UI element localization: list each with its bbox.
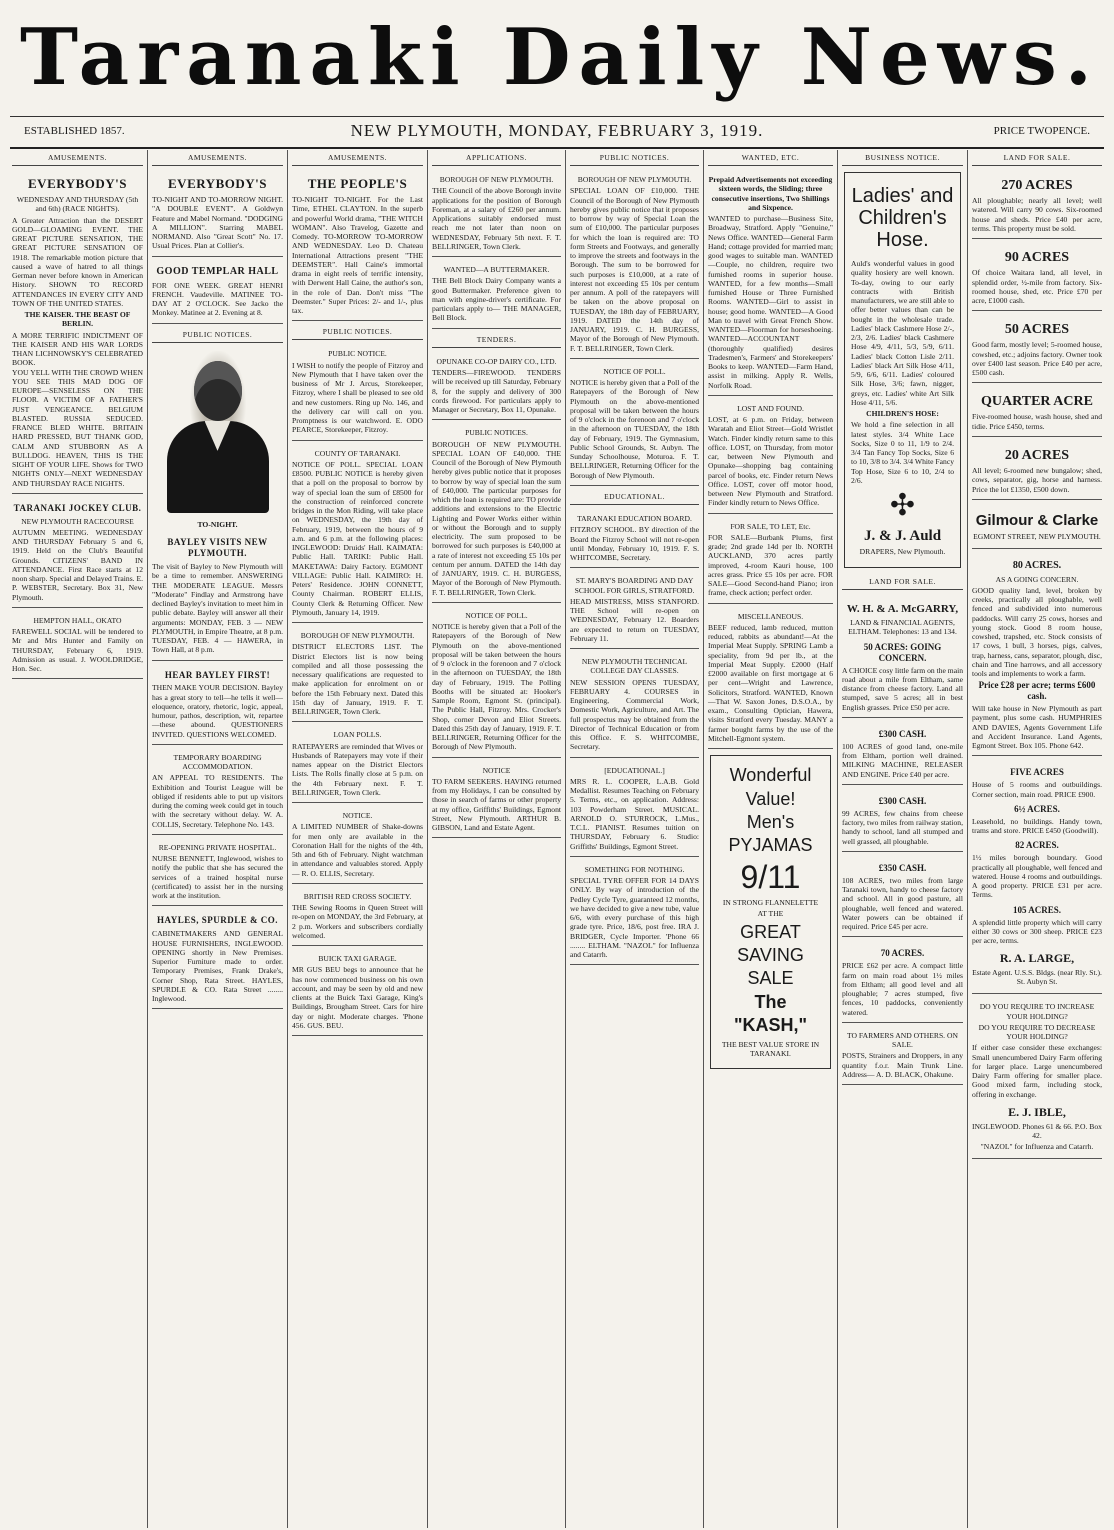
ad-title: BOROUGH OF NEW PLYMOUTH.	[300, 631, 415, 641]
advertisement	[152, 260, 283, 324]
advertisement	[972, 314, 1102, 383]
column-4	[428, 150, 566, 1528]
pyjamas-advertisement	[710, 755, 831, 1069]
ad-body: The visit of Bayley to New Plymouth will be a time to remember. ANSWERING THE MODERATE LEAGUE. Messrs "Moderate" Findlay and Armstrong have declined Bayley's invitation to meet him in public debate. Bayley will answer all their arguments: MONDAY, FEB. 3 — NEW PLYMOUTH, in Empire Theatre, at 8 p.m. TUESDAY, FEB. 4 — HAWERA, in Town Hall, at 8 p.m.	[152, 562, 283, 655]
ad-title: THE PEOPLE'S	[307, 176, 408, 192]
ad-line: IN STRONG FLANNELETTE	[722, 898, 819, 908]
listing-heading: £300 CASH.	[878, 728, 927, 739]
ad-body: POSTS, Strainers and Droppers, in any quantity f.o.r. Main Trunk Line. Address— A. D. BLACK, Ohakune.	[842, 1051, 963, 1079]
portrait-engraving	[159, 351, 277, 516]
store-name: The "KASH,"	[733, 991, 808, 1036]
ad-body: I WISH to notify the people of Fitzroy and New Plymouth that I have taken over the business of Mr J. Arcus, Storekeeper, Fitzroy, where I shall be pleased to see old and new customers. Ring up No. 146, and the delivery car will call on you. Promptness is our watchword. E. ODO PEARCE, Storekeeper, Fitzroy.	[292, 360, 423, 435]
advertisement	[152, 838, 283, 907]
ad-title: TEMPORARY BOARDING ACCOMMODATION.	[173, 752, 262, 772]
advertisement	[570, 509, 699, 568]
ad-title: WANTED—A BUTTERMAKER.	[443, 265, 550, 275]
ad-title: DO YOU REQUIRE TO INCREASE YOUR HOLDING?	[979, 1002, 1095, 1021]
ad-body: TO-NIGHT TO-NIGHT. For the Last Time, ETHEL CLAYTON. In the superb and powerful World drama, "THE WITCH WOMAN". Also Travelog, Gazette and Comedy. TO-MORROW TO-MORROW AND WEDNESDAY. Leo D. Chateau International Attractions present "THE DEEMSTER". Hall Caine's immortal drama in eight reels of terrific intensity, with Derwent Hall Caine, the author's son, in the role of Dan. Don't miss "The Deemster." Super Prices: 2/- and 1/-, plus tax.	[292, 195, 423, 315]
ad-body: NURSE BENNETT, Inglewood, wishes to notify the public that she has secured the services of a trained hospital nurse (certificated) to assist her in the nursing work at the institution.	[152, 854, 283, 901]
advertisement	[570, 860, 699, 966]
ad-line: GREAT SAVING SALE	[737, 921, 804, 989]
ad-body: Auld's wonderful values in good quality hosiery are well known. To-day, owing to our early contracts with British manufacturers, we are still able to offer better values than can be bought in the wholesale trade. Ladies' black Cashmere Hose 2/-, 2/3, 2/6. Ladies' black Cashmere Hose 4/9, 4/11, 5/3, 5/9, 6/11. Ladies' black Cotton Lisle 2/11. Ladies' black Art Silk Hose 4/11, 5/9, 6/6, 6/11. Ladies' coloured Silk Hose, 3/6; fawn, nigger, greys, etc. Ladies' white Art Silk Hose 4/11, 5/6.	[851, 259, 954, 407]
page-columns	[8, 150, 1106, 1528]
ad-tagline: THE BEST VALUE STORE IN TARANAKI.	[721, 1039, 820, 1058]
advertisement	[708, 607, 833, 750]
ad-title: Ladies' and Children's Hose.	[851, 185, 954, 252]
advertisement	[432, 606, 561, 758]
ad-title: EVERYBODY'S	[28, 176, 127, 192]
ad-feature: THE KAISER. THE BEAST OF BERLIN.	[24, 310, 131, 329]
ad-title: NOTICE OF POLL.	[465, 610, 528, 620]
advertisement	[12, 611, 143, 680]
ad-body: BOROUGH OF NEW PLYMOUTH. SPECIAL LOAN OF £40,000. THE Council of the Borough of New Plymouth hereby gives public notice that it proposes to borrow by way of special loan the sum of £40,000. The particular purposes for which the loan is required are: TO provide additions and extensions to the Electric Lighting and Power Works either within or without the Borough and to supply electricity. The sum proposed to be borrowed for such purposes is £40,000 at a rate of interest not exceeding £5 10s per centum per annum. DATED the 14th day of JANUARY, 1919. C. H. BURGESS, Mayor of the Borough of New Plymouth. F. T. BELLRINGER, Town Clerk.	[432, 439, 561, 597]
column-8	[968, 150, 1106, 1528]
ad-line: AT THE	[757, 909, 784, 919]
listing-heading: 105 ACRES.	[1012, 904, 1061, 915]
advertisement	[432, 260, 561, 329]
ad-body: NOTICE OF POLL. SPECIAL LOAN £8500. PUBLIC NOTICE is hereby given that a poll on the proposal to borrow by way of special loan the sum of £8500 for the construction of reinforced concrete bridges in the Mon Riding, will take place on WEDNESDAY, the 19th day of February, 1919, between the hours of 9 a.m. and 6 p.m. at the following places: INGLEWOOD: Druids' Hall. KAIMATA: Public Hall. TARIKI: Public Hall. MAKETAWA: Dairy Factory. EGMONT VILLAGE: Public Hall. KAIMIRO: H. Peters' Residence. JOHN CONNETT, County Chairman. ROBERT ELLIS, County Clerk & Returning Officer. New Plymouth, January 14, 1919.	[292, 459, 423, 617]
ad-title: LOST AND FOUND.	[737, 403, 804, 413]
firm-address: DRAPERS, New Plymouth.	[859, 547, 946, 557]
ad-body: A Greater Attraction than the DESERT GOLD—GLOAMING EVENT. THE GREAT PICTURE SENSATION, THE GREAT PICTURE SENSATION OF 1918. The remarkable motion picture that caused a wave of hatred to all things German never before known in American History. SHOWN TO RECORD ATTENDANCES IN EVERY CITY AND TOWN OF THE UNITED STATES.	[12, 215, 143, 308]
ad-title: Prepaid Advertisements not exceeding sixteen words, the Sliding; three consecutive insertions, Two Shillings and Sixpence.	[708, 175, 833, 212]
advertisement	[12, 170, 143, 494]
listing-heading: £300 CASH.	[878, 795, 927, 806]
ad-body: FAREWELL SOCIAL will be tendered to Mr and Mrs Hunter and Family on THURSDAY, February 6, 1919. Admission as usual. J. WOOLDRIDGE, Hon. Sec.	[12, 627, 143, 674]
column-heading: LAND FOR SALE.	[972, 150, 1102, 166]
advertisement	[972, 759, 1102, 994]
firm-name: R. A. LARGE,	[999, 951, 1075, 966]
ad-title: SOMETHING FOR NOTHING.	[584, 864, 685, 874]
ad-line: Men's	[746, 811, 795, 832]
ad-body: LOST, at 6 p.m. on Friday, between Waratah and Eliot Street—Gold Wristlet Watch. Finder kindly return same to this office. LOST, on Thursday, from motor car, between New Plymouth and Opunake—shopping bag containing parcel of books, etc. Finder return News Office. LOST, cover off motor hood, between New Plymouth and Stratford. Finder kindly return to News Office.	[708, 415, 833, 508]
column-heading: AMUSEMENTS.	[152, 150, 283, 166]
advertisement	[708, 170, 833, 396]
advertisement	[152, 748, 283, 835]
ad-subtitle: AS A GOING CONCERN.	[995, 574, 1079, 584]
advertisement	[972, 386, 1102, 437]
listing-heading: 82 ACRES.	[1015, 840, 1059, 851]
ad-body: A splendid little property which will carry either 30 cows or 300 sheep. PRICE £23 per acre, terms.	[972, 917, 1102, 946]
portrait-caption: TO-NIGHT.	[197, 519, 238, 529]
ad-title: LOAN POLLS.	[333, 730, 382, 740]
ad-body: DISTRICT ELECTORS LIST. The District Electors list is now being compiled and all those possessing the necessary qualifications are requested to make application for enrolment on or before the 15th February next. Dated this 15th day of January, 1919. F. T. BELLRINGER, Town Clerk.	[292, 642, 423, 717]
advertisement	[972, 503, 1102, 550]
advertisement	[972, 440, 1102, 500]
ad-body: THE Bell Block Dairy Company wants a good Buttermaker. Preference given to man with engine-driver's certificate. For particulars apply to— THE MANAGER, Bell Block.	[432, 276, 561, 323]
column-heading: AMUSEMENTS.	[292, 150, 423, 166]
ad-title: TARANAKI EDUCATION BOARD.	[577, 514, 692, 524]
ad-body: YOU YELL WITH THE CROWD WHEN YOU SEE THIS MAD DOG OF EUROPE—SENSELESS ON THE FLOOR. A VICTIM OF A FATHER'S JUST VENGEANCE. BELGIUM BLASTED. RUSSIA SEDUCED. FRANCE BLED WHITE. BRITAIN HARD PRESSED, BUT THANK GOD, CALM AND STUBBORN AS A BULLDOG. HEAVEN, THIS IS THE SIGHT OF YOUR LIFE. Shows for TWO NIGHTS ONLY—NEXT WEDNESDAY AND THURSDAY RACE NIGHTS.	[12, 367, 143, 488]
section-heading: PUBLIC NOTICES.	[292, 324, 423, 340]
price-text: PRICE TWOPENCE.	[993, 125, 1090, 137]
advertisement	[432, 170, 561, 257]
section-heading: EDUCATIONAL.	[570, 489, 699, 505]
listing-heading: 270 ACRES	[1001, 178, 1073, 194]
advertisement	[292, 344, 423, 440]
ad-body: HEAD MISTRESS, MISS STANFORD. THE School will re-open on WEDNESDAY, February 12. Boarders are expected to return on TUESDAY, February 11.	[570, 596, 699, 643]
ad-title: NOTICE	[482, 765, 511, 775]
advertisement	[842, 788, 963, 852]
ad-body: All ploughable; nearly all level; well watered. Will carry 90 cows. Six-roomed house and sheds. Price £40 per acre, terms. This property must be sold.	[972, 196, 1102, 233]
advertisement	[972, 170, 1102, 239]
advertisement	[708, 399, 833, 514]
ad-title: NOTICE OF POLL.	[603, 366, 666, 376]
listing-heading: £350 CASH.	[878, 862, 927, 873]
ad-body: A MORE TERRIFIC INDICTMENT OF THE KAISER AND HIS WAR LORDS THAN LICHNOWSKY'S CELEBRATED BOOK.	[12, 330, 143, 368]
advertisement	[570, 170, 699, 359]
advertisement	[972, 552, 1102, 756]
column-heading: PUBLIC NOTICES.	[570, 150, 699, 166]
column-heading: AMUSEMENTS.	[12, 150, 143, 166]
advertisement	[292, 626, 423, 722]
dateline-bar	[10, 116, 1104, 149]
firm-address: LAND & FINANCIAL AGENTS, ELTHAM. Telephones: 13 and 134.	[848, 618, 957, 637]
ad-body: BEEF reduced, lamb reduced, mutton reduced, rabbits as abundant!—At the Imperial Meat Supply. SPRING Lamb a speciality, from 9d per lb., at the Imperial Meat Supply. £2000 (Half £2000 available on first mortgage at 6 per cent—Wright and Lawrence, Solicitors, Stratford. WANTED, Known—That W. Saxon Jones, D.S.O.A., by exam., Consulting Optician, Hawera, visits Stratford every Tuesday. MANY a farmer bought farms by the use of the Mitchell-Egmont system.	[708, 622, 833, 743]
ad-body: NOTICE is hereby given that a Poll of the Ratepayers of the Borough of New Plymouth on the above-mentioned proposal will be taken between the hours of 9 o'clock in the forenoon and 7 o'clock in the afternoon on TUESDAY, the 18th day of February, 1919. The Gymnasium, Public School Grounds, St. Aubyn. The Sunday Schoolhouse, Moturoa. F. T. BELLRINGER, Returning Officer for the Borough of New Plymouth.	[570, 378, 699, 480]
advertisement	[570, 571, 699, 649]
ad-body: Five-roomed house, wash house, shed and tidie. Price £450, terms.	[972, 412, 1102, 431]
ad-body: TENDERS—FIREWOOD. TENDERS will be received up till Saturday, February 8, for the supply and delivery of 300 cords firewood. For particulars apply to Manager or Secretary, Box 11, Opunake.	[432, 368, 561, 415]
column-1	[8, 150, 148, 1528]
column-6	[704, 150, 838, 1528]
ad-subtitle: CHILDREN'S HOSE:	[866, 409, 939, 419]
ad-title: BRITISH RED CROSS SOCIETY.	[303, 891, 412, 901]
advertisement	[842, 855, 963, 937]
ad-body: House of 5 rooms and outbuildings. Corner section, main road. PRICE £900.	[972, 780, 1102, 799]
firm-name: W. H. & A. McGARRY,	[846, 602, 959, 615]
advertisement	[292, 887, 423, 946]
ad-body: Good farm, mostly level; 5-roomed house, cowshed, etc.; adjoins factory. Owner took over £400 last season. Price £40 per acre, £500 cash.	[972, 340, 1102, 378]
advertisement	[292, 444, 423, 624]
column-heading: BUSINESS NOTICE.	[842, 150, 963, 166]
listing-heading: 50 ACRES: GOING CONCERN.	[863, 641, 942, 663]
listing-heading: FIVE ACRES	[1010, 767, 1064, 778]
ad-body: THE Sewing Rooms in Queen Street will re-open on MONDAY, the 3rd February, at 2 p.m. Workers and subscribers cordially welcomed.	[292, 903, 423, 940]
issue-date: NEW PLYMOUTH, MONDAY, FEBRUARY 3, 1919.	[350, 121, 764, 140]
ad-body: FOR ONE WEEK. GREAT HENRI FRENCH. Vaudeville. MATINEE TO-DAY AT 2 O'CLOCK. See Jacko the Monkey. Matinee at 2. Evening at 8.	[152, 280, 283, 318]
ad-body: NOTICE is hereby given that a Poll of the Ratepayers of the Borough of New Plymouth on the above-mentioned proposal will be taken between the hours of 9 o'clock in the forenoon and 7 o'clock in the afternoon on TUESDAY, the 18th day of February, 1919. The Polling Booths will be situated at: Hooker's Sample Room, Egmont St. (principal). The Public Hall, Fitzroy. Mrs. Crocker's Shop, corner Devon and Eliot Streets. Dated this 25th day of January, 1919. F. T. BELLRINGER, Returning Officer for the Borough of New Plymouth.	[432, 622, 561, 752]
listing-heading: 6½ ACRES.	[1014, 803, 1060, 814]
ad-title: [EDUCATIONAL.]	[604, 765, 665, 775]
ad-body: We hold a fine selection in all latest styles. 3/4 White Lace Socks, Size 0 to 11, 1/9 to 2/4. 3/4 Tan Fancy Top Socks, Size 6 to 10, 3/8 to 3/4. 3/4 White Fancy Top Hose, Size 6 to 10, 2/4 to 2/6.	[851, 420, 954, 485]
advertisement	[292, 949, 423, 1036]
ad-body: Leasehold, no buildings. Handy town, trams and store. PRICE £450 (Goodwill).	[972, 816, 1102, 836]
ad-title: EVERYBODY'S	[168, 176, 267, 192]
firm-name: Gilmour & Clarke	[975, 511, 1099, 529]
ad-subtitle: WEDNESDAY AND THURSDAY (5th and 6th) (RACE NIGHTS).	[16, 195, 139, 214]
ad-body: TO FARM SEEKERS. HAVING returned from my Holidays, I can be consulted by those in search of farms or other property at my office, Griffiths' Buildings, Egmont Street, New Plymouth. ARTHUR B. GIBSON, Land and Estate Agent.	[432, 776, 561, 833]
listing-heading: 90 ACRES	[1004, 250, 1070, 266]
ornament-icon: ✣	[889, 489, 916, 523]
section-heading: TENDERS.	[432, 332, 561, 348]
ad-subtitle: NEW PLYMOUTH RACECOURSE	[21, 516, 134, 526]
advertisement	[292, 725, 423, 803]
ad-title: HEMPTON HALL, OKATO	[33, 615, 122, 625]
ad-body: FOR SALE—Burbank Plums, first grade; 2nd grade 14d per lb. NORTH AUCKLAND, 370 acres partly improved, 4-room Kauri house, 100 acres grass. Price £5 10s per acre. FOR SALE—Good Second-hand Piano; iron frame, check action; perfect order.	[708, 532, 833, 598]
listing-price: Price £28 per acre; terms £600 cash.	[978, 680, 1096, 702]
ad-title: DO YOU REQUIRE TO DECREASE YOUR HOLDING?	[978, 1022, 1096, 1042]
ad-line: PYJAMAS	[728, 835, 813, 856]
advertisement	[842, 721, 963, 785]
ad-body: All level; 6-roomed new bungalow; shed, cows, separator, gig, horse and harness. Price the lot £1350, £500 down.	[972, 466, 1102, 494]
ad-title: RE-OPENING PRIVATE HOSPITAL.	[158, 842, 277, 852]
advertisement	[12, 497, 143, 608]
advertisement	[708, 517, 833, 604]
ad-title: OPUNAKE CO-OP DAIRY CO., LTD.	[436, 356, 557, 366]
ad-body: GOOD quality land, level, broken by creeks, practically all ploughable, well fenced and subdivided into numerous paddocks. Will carry 25 cows, horses and young stock. Good 8 room house, cowshed, trapshed, etc. Stock consists of 17 cows, 1 bull, 3 horses, pigs, calves, trap, harness, cans, separator, plough, disc, chain and Tine harrows, and all accessory tools and implements to work a farm.	[972, 585, 1102, 679]
ad-tagline: "NAZOL" for Influenza and Catarrh.	[980, 1142, 1094, 1152]
ad-title: TARANAKI JOCKEY CLUB.	[13, 502, 142, 513]
ad-body: FITZROY SCHOOL. BY direction of the Board the Fitzroy School will not re-open until Monday, February 10, 1919. F. S. WHITCOMBE, Secretary.	[570, 525, 699, 563]
firm-address: EGMONT STREET, NEW PLYMOUTH.	[973, 532, 1101, 542]
advertisement	[432, 761, 561, 839]
section-heading: LAND FOR SALE.	[842, 574, 963, 590]
ad-body: NEW SESSION OPENS TUESDAY, FEBRUARY 4. COURSES in Engineering, Commercial Work, Domestic Work, Agriculture, and Art. The full prospectus may be obtained from the Director of Technical Education or from this Office. F. S. WHITCOMBE, Secretary.	[570, 677, 699, 752]
ad-title: PUBLIC NOTICE.	[328, 349, 387, 359]
ad-body: THEN MAKE YOUR DECISION. Bayley has a great story to tell—he tells it well—eloquence, oratory, rhetoric, logic, appeal, humour, pathos, description, wit, repartee—these abound. QUESTIONERS INVITED. QUESTIONS WELCOMED.	[152, 683, 283, 739]
advertisement	[842, 594, 963, 718]
ad-title: BOROUGH OF NEW PLYMOUTH.	[577, 175, 692, 185]
listing-heading: 20 ACRES	[1004, 447, 1070, 463]
advertisement	[292, 170, 423, 321]
ad-body: AN APPEAL TO RESIDENTS. The Exhibition and Tourist League will be obliged if residents able to put up visitors during the coming week could get in touch with the secretary without delay. W. A. COLLIS, Secretary. Telephone No. 143.	[152, 773, 283, 829]
ad-title: BUICK TAXI GARAGE.	[318, 954, 397, 964]
ad-title: TO FARMERS AND OTHERS. ON SALE.	[847, 1030, 958, 1050]
ad-body: A LIMITED NUMBER of Shake-downs for men only are available in the Coronation Hall for the nights of the 4th, 5th and 6th of February. Night watchman in attendance and valuables stored. Apply— R. O. ELLIS, Secretary.	[292, 822, 423, 878]
advertisement	[152, 664, 283, 745]
hose-advertisement	[844, 172, 961, 568]
advertisement	[152, 170, 283, 256]
ad-title: HEAR BAYLEY FIRST!	[164, 669, 271, 680]
ad-title: PUBLIC NOTICES.	[465, 428, 528, 438]
ad-body: THE Council of the above Borough invite applications for the position of Borough Foreman, at a salary of £260 per annum. Applications suitably endorsed must reach me not later than noon on WEDNESDAY, February 5th next. F. T. BELLRINGER, Town Clerk.	[432, 186, 561, 251]
ad-body: If either case consider these exchanges: Small unencumbered Dairy Farm offering for larger place. Large unencumbered Dairy Farm offering for smaller place. Good mixed farm, including stock, offering in exchange.	[972, 1043, 1102, 1099]
firm-name: E. J. IBLE,	[1008, 1104, 1066, 1119]
column-3	[288, 150, 428, 1528]
advertisement	[292, 806, 423, 884]
advertisement	[432, 423, 561, 603]
ad-body: PRICE £62 per acre. A compact little farm on main road about 1½ miles from Eltham; all good level and all ploughable; 7 acres stumped, five fences, 10 paddocks, conveniently watered.	[842, 961, 963, 1017]
ad-title: MISCELLANEOUS.	[737, 611, 804, 621]
listing-heading: QUARTER ACRE	[981, 394, 1093, 410]
ad-body: Will take house in New Plymouth as part payment, plus some cash. HUMPHRIES AND DAVIES, Agents Government Life and Accident Insurance. Land Agents, Egmont Street. Box 105. Phone 642.	[972, 704, 1102, 751]
advertisement	[842, 940, 963, 1022]
ad-title: BAYLEY VISITS NEW PLYMOUTH.	[167, 537, 268, 559]
firm-name: J. & J. Auld	[863, 528, 942, 545]
ad-body: RATEPAYERS are reminded that Wives or Husbands of Ratepayers may vote if their names appear on the District Electors Lists. The Rolls finally close at 5 p.m. on the 4th February next. F. T. BELLRINGER, Town Clerk.	[292, 741, 423, 797]
ad-body: SPECIAL TYRE OFFER FOR 14 DAYS ONLY. By way of introduction of the Pedley Cycle Tyre, guaranteed 12 months, we have decided to give a new tube, value 6/6, with every purchase of this high grade tyre. Price, 18/6, post free. IRA J. BRIDGER, Cycle Importer. 'Phone 66 ........ ELTHAM. "NAZOL" for Influenza and Catarrh.	[570, 876, 699, 960]
ad-title: FOR SALE, TO LET, Etc.	[730, 521, 811, 531]
firm-address: Estate Agent. U.S.S. Bldgs. (near Rly. St.). St. Aubyn St.	[972, 967, 1102, 987]
ad-body: A CHOICE cosy little farm on the main road about a mile from Eltham, same distance from cheese factory. Land all stumped, save 5 acres; all in best English grasses. Price £50 per acre.	[842, 665, 963, 712]
ad-body: SPECIAL LOAN OF £10,000. THE Council of the Borough of New Plymouth hereby gives public notice that it proposes to borrow by way of Special Loan the sum of £10,000. The particular purposes for which the loan is required are: TO form Streets and Footways, and generally to improve the streets and footways in the Borough. The sum to be borrowed for such purposes is £10,000, at a rate of interest not exceeding £5 10s per centum per annum. A poll of the ratepayers will be taken on the above proposal on TUESDAY, the 18th day of FEBRUARY, 1919. DATED the 14th day of JANUARY, 1919. C. H. BURGESS, Mayor of the Borough of New Plymouth. F. T. BELLRINGER, Town Clerk.	[570, 186, 699, 353]
ad-body: WANTED to purchase—Business Site, Broadway, Stratford. Apply "Genuine," News Office. WANTED—General Farm Hand; cottage provided for married man; good wages to suitable man. WANTED—Couple, no children, require two furnished rooms in superior house. WANTED, for a few months—Small furnished House or Three Furnished Rooms. WANTED—Girl to assist in house; good home. WANTED—A Good Man to travel with Great French Show. WANTED—Floorman for horseshoeing. WANTED—ACCOUNTANT (thoroughly qualified) desires Tradesmen's, Farmers' and Storekeepers' Books to keep. WANTED—Farm Hand, assist in milking. Apply R. Wells, Norfolk Road.	[708, 214, 833, 390]
listing-heading: 80 ACRES.	[1012, 560, 1062, 572]
ad-title: NEW PLYMOUTH TECHNICAL COLLEGE DAY CLASSES.	[581, 657, 688, 676]
column-heading: APPLICATIONS.	[432, 150, 561, 166]
newspaper-title: Taranaki Daily News.	[20, 12, 1100, 103]
ad-body: 99 ACRES, few chains from cheese factory, two miles from railway station, handy to school, land all stumped and well grassed, all ploughable.	[842, 808, 963, 846]
advertisement	[152, 531, 283, 660]
ad-title: ST. MARY'S BOARDING AND DAY SCHOOL FOR GIRLS, STRATFORD.	[574, 576, 695, 595]
firm-address: INGLEWOOD. Phones 61 & 66. P.O. Box 42.	[972, 1121, 1102, 1140]
advertisement	[432, 352, 561, 421]
section-heading: PUBLIC NOTICES.	[152, 327, 283, 343]
column-7	[838, 150, 968, 1528]
ad-body: 1½ miles borough boundary. Good practically all ploughable, well fenced and watered. House 4 rooms and outbuildings. A good property. PRICE £31 per acre. Terms.	[972, 853, 1102, 900]
advertisement	[152, 909, 283, 1009]
column-heading: WANTED, ETC.	[708, 150, 833, 166]
ad-body: Of choice Waitara land, all level, in splendid order, ½-mile from factory. Six-roomed house, shed, etc. Price £70 per acre, £1000 cash.	[972, 268, 1102, 306]
ad-title: COUNTY OF TARANAKI.	[314, 448, 401, 458]
ad-body: 108 ACRES, two miles from large Taranaki town, handy to cheese factory and school. All in good pasture, all ploughable, well fenced and watered. Water powers can be obtained if required. Price £45 per acre.	[842, 875, 963, 932]
ad-title: BOROUGH OF NEW PLYMOUTH.	[439, 175, 554, 185]
ad-title: HAYLES, SPURDLE & CO.	[157, 915, 278, 926]
advertisement	[842, 1026, 963, 1085]
ad-price: 9/11	[740, 858, 801, 895]
ad-body: MR GUS BEU begs to announce that he has now commenced business on his own account, and may be seen by old and new clients at the Buick Taxi Garage, King's Buildings, Brougham Street. Cars for hire day or night. Moderate charges. 'Phone 456. GUS. BEU.	[292, 965, 423, 1030]
established-text: ESTABLISHED 1857.	[24, 125, 125, 137]
ad-body: AUTUMN MEETING. WEDNESDAY AND THURSDAY February 5 and 6, 1919. Held on the Club's Beautiful Grounds. CITIZENS' BAND IN ATTENDANCE. First Race starts at 12 noon sharp. Special and Delayed Trains. E. P. WEBSTER, Secretary. Box 31, New Plymouth.	[12, 527, 143, 602]
listing-heading: 50 ACRES	[1004, 322, 1070, 338]
advertisement	[570, 362, 699, 486]
column-5	[566, 150, 704, 1528]
ad-title: NOTICE.	[342, 811, 373, 821]
masthead	[0, 0, 1114, 150]
ad-body: MRS R. L. COOPER, L.A.B. Gold Medallist. Resumes Teaching on February 5. Terms, etc., on application. Address: 103 Powderham Street. MUSICAL. ARNOLD O. STURROCK, L.Mus., T.C.L. PIANIST. Resumes tuition on THURSDAY, February 6. Studio: Griffiths' Buildings, Egmont Street.	[570, 776, 699, 851]
advertisement	[570, 761, 699, 857]
ad-title: GOOD TEMPLAR HALL	[156, 265, 279, 277]
advertisement	[570, 652, 699, 758]
column-2	[148, 150, 288, 1528]
listing-heading: 70 ACRES.	[880, 948, 925, 959]
ad-title: Wonderful Value!	[729, 765, 812, 809]
ad-body: CABINETMAKERS AND GENERAL HOUSE FURNISHERS, INGLEWOOD. OPENING shortly in New Premises. Superior Furniture made to order. Temporary Premises, Frank Drake's, Corner Shop, Rata Street. HAYLES, SPURDLE & CO. Rata Street ........ Inglewood.	[152, 929, 283, 1004]
advertisement	[972, 997, 1102, 1159]
ad-body: 100 ACRES of good land, one-mile from Eltham, portion well drained. MILKING MACHINE, RELEASER AND ENGINE. Price £40 per acre.	[842, 741, 963, 779]
advertisement	[972, 242, 1102, 311]
ad-body: TO-NIGHT AND TO-MORROW NIGHT. "A DOUBLE EVENT". A Goldwyn Feature and Mabel Normand. "DODGING A MILLION". Starring MABEL NORMAND. Also "Great Scott" No. 17. Usual Prices. Plan at Collier's.	[152, 195, 283, 251]
